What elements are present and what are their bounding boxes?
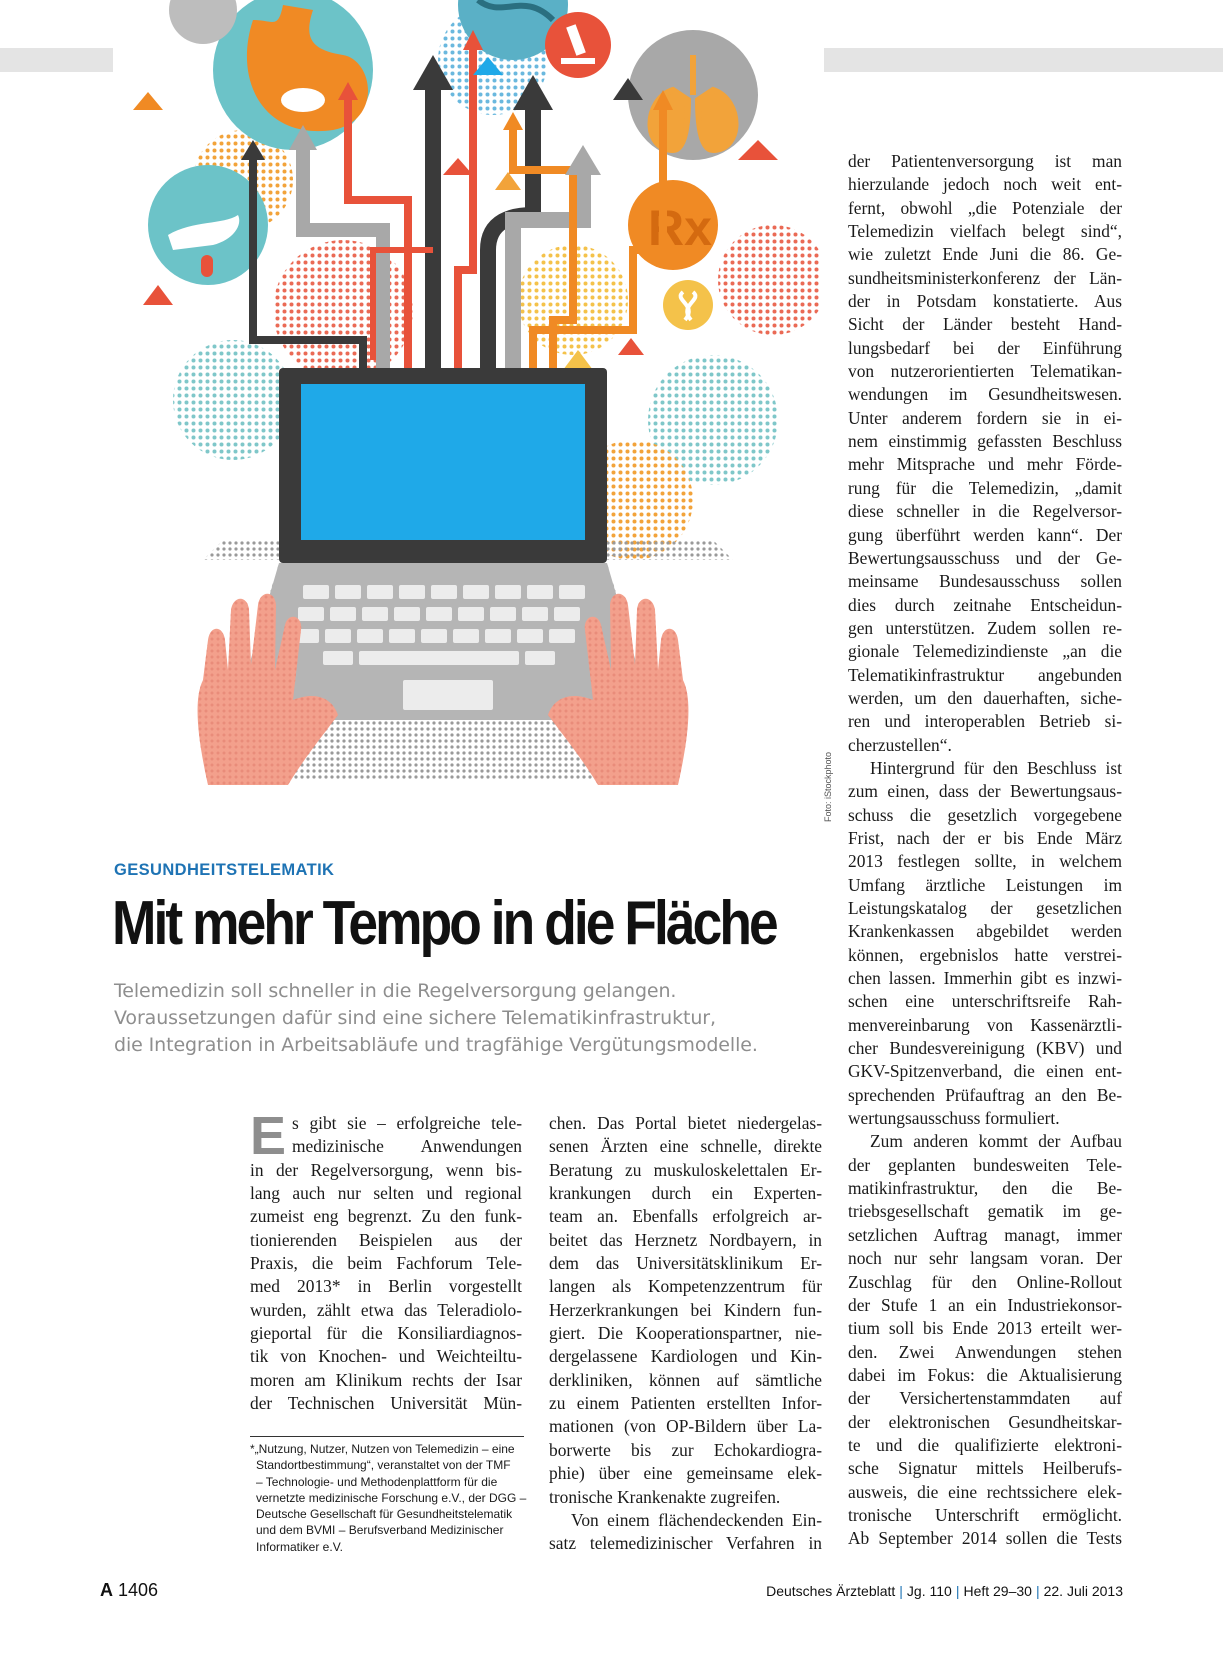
page-prefix: A — [100, 1580, 113, 1600]
dot-blob-red — [273, 240, 413, 380]
text-line: der Stufe 1 an ein Industriekonsor- — [848, 1294, 1122, 1315]
text-line: Bewertungsausschuss und der Ge- — [848, 547, 1122, 568]
text-line: te und die qualifizierte elektroni- — [848, 1434, 1122, 1455]
text-line: Umfang ärztliche Leistungen im — [848, 874, 1122, 895]
text-line: werden, um den dauerhaften, siche- — [848, 687, 1122, 708]
text-line: dabei im Fokus: die Aktualisierung — [848, 1364, 1122, 1385]
text-line: beitet das Herznetz Nordbayern, in — [549, 1229, 822, 1250]
text-line: sprechenden Prüfauftrag an den Be- — [848, 1084, 1122, 1105]
text-line: satz telemedizinischer Verfahren in — [549, 1533, 822, 1554]
text-line: tium soll bis Ende 2013 erteilt wer- — [848, 1318, 1122, 1339]
text-line: fernt, obwohl „die Potenziale der — [848, 197, 1122, 218]
text-line: tionierenden Beispielen aus der — [250, 1229, 522, 1250]
text-line: rung für die Telemedizin, „damit — [848, 477, 1122, 498]
photo-credit: Foto: iStockphoto — [823, 751, 833, 822]
text-line: Ab September 2014 sollen die Tests — [848, 1528, 1122, 1549]
text-line: chen lassen. Immerhin gibt es inzwi- — [848, 968, 1122, 989]
text-line: lang auch nur selten und regional — [250, 1183, 522, 1204]
text-line: Hintergrund für den Beschluss ist — [870, 757, 1122, 778]
journal-name: Deutsches Ärzteblatt — [766, 1583, 896, 1599]
top-bar-left — [0, 48, 113, 72]
text-line: Von einem flächendeckenden Ein- — [571, 1509, 822, 1530]
text-line: menvereinbarung von Kassenärztli- — [848, 1014, 1122, 1035]
text-line: zumeist eng begrenzt. Zu den funk- — [250, 1206, 522, 1227]
text-line: cherzustellen“. — [848, 734, 952, 755]
footnote-line: Deutsche Gesellschaft für Gesundheitstelematik — [256, 1507, 513, 1522]
text-line: med 2013* in Berlin vorgestellt — [250, 1276, 522, 1297]
text-line: dergelassene Kardiologen und Kin- — [549, 1346, 822, 1367]
text-line: mationen (von OP-Bildern über La- — [549, 1416, 822, 1437]
text-line: 2013 festlegen sollte, in welchem — [848, 851, 1122, 872]
text-line: der in Potsdam konstatierte. Aus — [848, 291, 1122, 312]
text-line: diese schneller in die Regelversor- — [848, 501, 1122, 522]
text-line: moren am Klinikum rechts der Isar — [250, 1369, 522, 1390]
text-line: nem einstimmig gefassten Beschluss — [848, 431, 1122, 452]
text-line: medizinische Anwendungen — [292, 1136, 522, 1157]
text-line: gung überführt werden kann“. Der — [848, 524, 1122, 545]
text-line: mehr Mitsprache und mehr Förde- — [848, 454, 1122, 475]
text-line: hierzulande jedoch noch weit ent- — [848, 174, 1122, 195]
text-line: Telematikinfrastruktur angebunden — [848, 664, 1122, 685]
text-line: von nutzerorientierten Telematikan- — [848, 361, 1122, 382]
text-line: Telemedizin vielfach belegt sind“, — [848, 221, 1122, 242]
text-line: chen. Das Portal bietet niedergelas- — [549, 1113, 822, 1133]
article-column-1 — [250, 1106, 522, 1415]
text-line: der Patientenversorgung ist man — [848, 151, 1122, 171]
text-line: gionale Telemedizindienste „an die — [848, 641, 1122, 662]
footnote-line: und dem BVMI – Berufsverband Medizinischer — [256, 1523, 504, 1538]
dot-blob-red-right — [718, 225, 821, 335]
text-line: Beratung zu muskuloskelettalen Er- — [549, 1159, 822, 1180]
subline-line: Voraussetzungen dafür sind eine sichere Telematikinfrastruktur, — [114, 1007, 716, 1029]
text-line: schuss die gesetzlich vorgegebene — [848, 804, 1122, 825]
text-line: zu einem Patienten erstellten Infor- — [549, 1393, 822, 1414]
text-line: tronische Krankenakte zugreifen. — [549, 1486, 781, 1507]
text-line: Herzerkrankungen bei Kindern fun- — [549, 1299, 822, 1320]
text-line: Frist, nach der er bis Ende März — [848, 827, 1122, 848]
text-line: dies durch zeitnahe Entscheidun- — [848, 594, 1122, 615]
text-line: matikinfrastruktur, den die Be- — [848, 1178, 1122, 1199]
text-line: team an. Ebenfalls erfolgreich ar- — [549, 1206, 822, 1227]
text-line: senen Ärzten eine schnelle, direkte — [549, 1136, 822, 1157]
text-line: können, ergebnislos hatte verstrei- — [848, 944, 1122, 965]
text-line: tik von Knochen- und Weichteiltu- — [250, 1346, 522, 1367]
subline-line: Telemedizin soll schneller in die Regelversorgung gelangen. — [114, 980, 677, 1002]
text-line: ren und interoperablen Betrieb si- — [848, 711, 1122, 732]
text-line: wertungsausschuss formuliert. — [848, 1108, 1060, 1129]
dot-blob-teal — [173, 340, 293, 460]
page-number — [100, 1580, 158, 1601]
footnote-line: vernetzte medizinische Forschung e.V., der DGG – — [256, 1490, 527, 1505]
subline — [114, 978, 824, 1059]
text-line: dem das Universitätsklinikum Er- — [549, 1253, 822, 1274]
footnote — [250, 1441, 530, 1555]
text-line: tronische Unterschrift ermöglicht. — [848, 1504, 1122, 1525]
text-line: Leistungskatalog der gesetzlichen — [848, 898, 1122, 918]
footnote-line: – Technologie- und Methodenplattform für die — [256, 1474, 498, 1489]
text-line: der Versichertenstammdaten auf — [848, 1388, 1122, 1409]
text-line: wurden, zählt etwa das Teleradiolo- — [250, 1299, 522, 1320]
text-line: giert. Die Kooperationspartner, nie- — [549, 1323, 822, 1344]
text-line: borwerte bis zur Echokardiogra- — [549, 1439, 822, 1460]
text-line: GKV-Spitzenverband, die einen ent- — [848, 1061, 1122, 1082]
text-line: zum einen, dass der Bewertungsaus- — [848, 781, 1122, 802]
laptop-screen — [301, 384, 585, 540]
journal-volume: Jg. 110 — [906, 1583, 952, 1599]
text-line: Zuschlag für den Online-Rollout — [848, 1271, 1122, 1292]
footnote-line: *„Nutzung, Nutzer, Nutzen von Telemedizin – eine — [250, 1442, 515, 1456]
text-line: Zum anderen kommt der Aufbau — [870, 1131, 1122, 1152]
headline: Mit mehr Tempo in die Fläche — [112, 889, 776, 958]
footnote-rule — [250, 1436, 524, 1437]
top-bar-right — [824, 48, 1223, 72]
text-line: den. Zwei Anwendungen stehen — [848, 1341, 1122, 1362]
footnote-line: Standortbestimmung“, veranstaltet von der TMF — [256, 1458, 511, 1473]
text-line: der Technischen Universität Mün- — [250, 1393, 522, 1414]
text-line: triebsgesellschaft gematik im ge- — [848, 1201, 1122, 1222]
text-line: Praxis, die beim Fachforum Tele- — [250, 1253, 522, 1274]
text-line: lungsbedarf bei der Einführung — [848, 337, 1122, 358]
text-line: Sicht der Länder besteht Hand- — [848, 314, 1122, 335]
text-line: Krankenkassen abgebildet werden — [848, 921, 1122, 942]
text-line: gieportal für die Konsiliardiagnos- — [250, 1323, 522, 1344]
text-line: cher Bundesvereinigung (KBV) und — [848, 1038, 1122, 1059]
text-line: sundheitsministerkonferenz der Län- — [848, 267, 1122, 288]
rx-icon: Rx — [648, 200, 712, 256]
text-line: gen unterstützen. Zudem sollen re- — [848, 617, 1122, 638]
text-line: in der Regelversorgung, wenn bis- — [250, 1159, 522, 1180]
text-line: wendungen im Gesundheitswesen. — [848, 384, 1122, 405]
text-line: langen als Kompetenzzentrum für — [549, 1276, 822, 1297]
page-number-value: 1406 — [118, 1580, 159, 1600]
journal-date: 22. Juli 2013 — [1043, 1583, 1123, 1599]
text-line: noch nur sehr langsam voran. Der — [848, 1248, 1122, 1269]
text-line: krankungen durch ein Experten- — [549, 1183, 822, 1204]
text-line: sche Signatur mittels Heilberufs- — [848, 1458, 1122, 1479]
text-line: der geplanten bundesweiten Tele- — [848, 1154, 1122, 1175]
article-illustration — [113, 0, 821, 825]
rubric: GESUNDHEITSTELEMATIK — [114, 861, 335, 879]
text-line: ausweis, die eine rechtssichere elek- — [848, 1481, 1122, 1502]
text-line: schen eine unterschriftsreife Rah- — [848, 991, 1122, 1012]
text-line: s gibt sie – erfolgreiche tele- — [292, 1113, 522, 1133]
text-line: wie zuletzt Ende Juni die 86. Ge- — [848, 244, 1122, 265]
footer-journal-info: Deutsches Ärzteblatt | Jg. 110 | Heft 29–30 | 22. Juli 2013 — [766, 1583, 1123, 1599]
text-line: der elektronischen Gesundheitskar- — [848, 1411, 1122, 1432]
text-line: phie) über eine gemeinsame elek- — [549, 1463, 822, 1484]
article-column-3 — [848, 150, 1122, 1551]
text-line: Unter anderem fordern sie in ei- — [848, 407, 1122, 428]
text-line: meinsame Bundesausschuss sollen — [848, 571, 1122, 592]
subline-line: die Integration in Arbeitsabläufe und tragfähige Vergütungsmodelle. — [114, 1034, 758, 1056]
text-line: derkliniken, können auf sämtliche — [549, 1369, 822, 1390]
pill-icon — [281, 88, 325, 112]
article-column-2 — [549, 1112, 822, 1556]
journal-issue: Heft 29–30 — [963, 1583, 1032, 1599]
footnote-line: Informatiker e.V. — [256, 1539, 343, 1554]
dropcap: E — [250, 1106, 287, 1166]
text-line: setzlichen Auftrag managt, immer — [848, 1224, 1122, 1245]
